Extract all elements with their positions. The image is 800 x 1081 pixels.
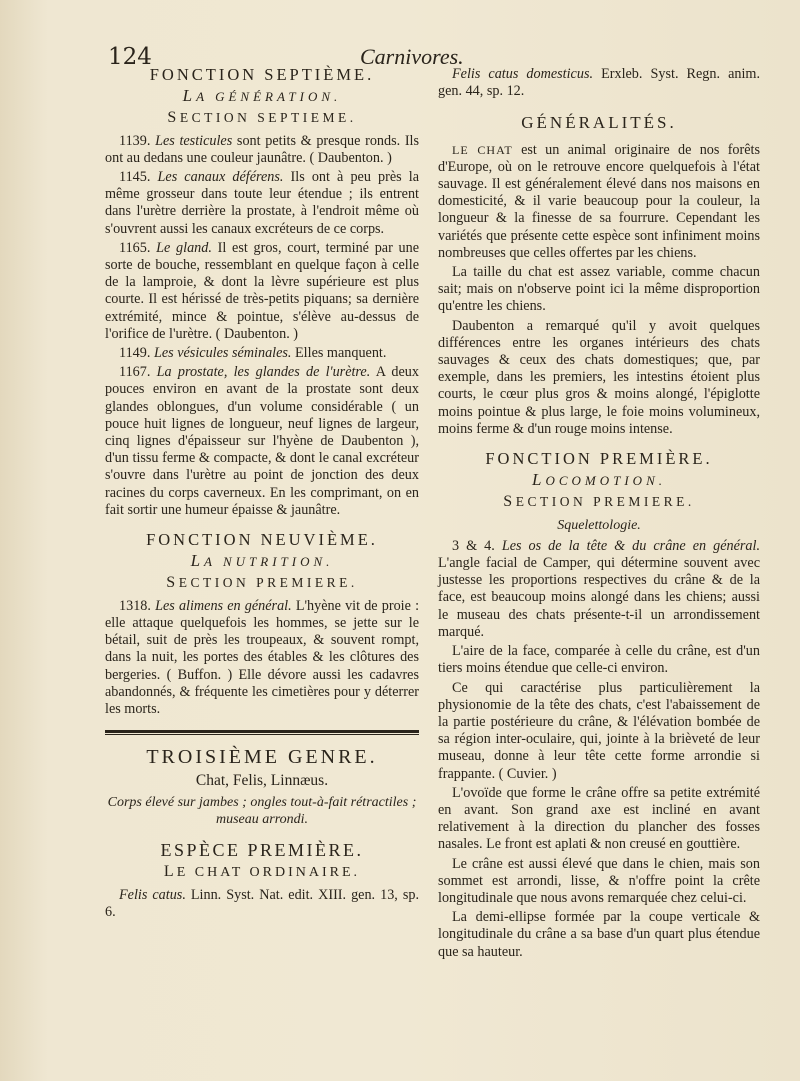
heading-nutrition: LA NUTRITION. bbox=[190, 551, 334, 571]
paragraph-aire-face: L'aire de la face, comparée à celle du crâne, est d'un tiers moins étendue que celle-ci environ. bbox=[438, 643, 760, 677]
heading-squelettologie: Squelettologie. bbox=[557, 517, 641, 533]
heading-chat-ordinaire: LE CHAT ORDINAIRE. bbox=[163, 862, 361, 880]
paragraph-3-4: 3 & 4. Les os de la tête & du crâne en général. L'angle facial de Camper, qui détermine souvent avec justesse les proportions respectives du crâne & de la face, est beaucoup moins alongé dans les chiens; aussi le museau des chats présente-t-il un arrondissement marqué. bbox=[438, 537, 760, 640]
heading-espece-premiere: ESPÈCE PREMIÈRE. bbox=[160, 839, 364, 860]
paragraph-generalites-1: LE CHAT est un animal originaire de nos forêts d'Europe, où on le retrouve encore quelquefois à l'état sauvage. Il est généralement élevé dans nos maisons en domesticité, & il varie beaucoup pour la couleur, la longueur & la finesse de sa fourrure. Cependant les variétés que présente cette espèce sont infiniment moins nombreuses que celles offertes par les chiens. bbox=[438, 141, 761, 261]
heading-troisieme-genre: TROISIÈME GENRE. bbox=[146, 746, 378, 769]
paragraph-demi-ellipse: La demi-ellipse formée par la coupe verticale & longitudinale du crâne a sa base d'un quart plus étendue que sa hauteur. bbox=[438, 909, 760, 960]
right-column bbox=[438, 66, 760, 963]
divider-thin bbox=[105, 734, 419, 735]
heading-fonction-1: FONCTION PREMIÈRE. bbox=[485, 449, 713, 469]
paragraph-ovoide: L'ovoïde que forme le crâne offre sa petite extrémité en avant. Son grand axe est incliné en avant relativement à la direction du plancher des fosses nasales. Le front est aplati & non creusé en gouttière. bbox=[438, 784, 760, 853]
heading-section-1: SECTION PREMIERE. bbox=[166, 574, 358, 592]
reference-linnaeus: Felis catus. Linn. Syst. Nat. edit. XIII. gen. 13, sp. 6. bbox=[105, 886, 419, 921]
divider-thick bbox=[105, 730, 419, 733]
genus-description: Corps élevé sur jambes ; ongles tout-à-fait rétractiles ; museau arrondi. bbox=[107, 794, 417, 827]
heading-section-premiere: SECTION PREMIERE. bbox=[503, 493, 695, 511]
paragraph-1149: 1149. Les vésicules séminales. Elles manquent. bbox=[119, 345, 387, 362]
paragraph-generalites-3: Daubenton a remarqué qu'il y avoit quelques différences entre les organes intérieurs des chats sauvages & ceux des chats domestiques; que, par exemple, dans les premiers, les intestins étoient plus courts, le cœur plus gros & moins alongé, l'épiglotte moins pointue & plus large, le foie moins volumineux, moins ferme & d'un rouge moins intense. bbox=[438, 317, 760, 437]
paragraph-generalites-2: La taille du chat est assez variable, comme chacun sait; mais on n'observe point ici la même disproportion qu'entre les chiens. bbox=[438, 264, 760, 315]
paragraph-1145: 1145. Les canaux déférens. Ils ont à peu près la même grosseur dans toute leur étendue ; ils entrent dans l'urètre derrière la prostate, à l'endroit même où s'ouvrent aussi les canaux excréteurs de ce corps. bbox=[105, 169, 419, 237]
paragraph-1139: 1139. Les testicules sont petits & presque ronds. Ils ont au dedans une couleur jaunâtre. ( Daubenton. ) bbox=[105, 132, 420, 166]
left-column bbox=[105, 66, 419, 923]
running-head: Carnivores. bbox=[360, 44, 464, 69]
paragraph-crane: Le crâne est aussi élevé que dans le chien, mais son sommet est arrondi, lisse, & n'offre point la crête longitudinale que nous avons remarquée chez celui-ci. bbox=[438, 855, 760, 906]
heading-section-7: SECTION SEPTIEME. bbox=[167, 109, 357, 127]
heading-generalites: GÉNÉRALITÉS. bbox=[521, 113, 677, 133]
reference-erxleben: Felis catus domesticus. Erxleb. Syst. Regn. anim. gen. 44, sp. 12. bbox=[438, 66, 760, 100]
paragraph-1167: 1167. La prostate, les glandes de l'urètre. A deux pouces environ en avant de la prostate sont deux glandes oblongues, d'un volume considérable ( un pouce huit lignes de longueur, neuf lignes de largeur, cinq lignes d'épaisseur sur l'hyène de Daubenton ), d'un tissu ferme & compacte, & dont le canal excréteur s'ouvre dans l'urètre au point de jonction des deux racines du corps caverneux. En les comprimant, on en fait sortir une humeur épaisse & jaunâtre. bbox=[105, 364, 419, 518]
paragraph-1318: 1318. Les alimens en général. L'hyène vit de proie : elle attaque quelquefois les hommes, se jette sur le bétail, suit de près les troupeaux, & souvent rompt, dans la nuit, les portes des étables & les clôtures des bergeries. ( Buffon. ) Elle dévore aussi les cadavres abandonnés, & fréquente les cimetières pour y déterrer les morts. bbox=[105, 597, 420, 717]
paragraph-caracterise: Ce qui caractérise plus particulièrement la physionomie de la tête des chats, c'est l'abaissement de la partie postérieure du crâne, & l'élévation bombée de sa région inter-oculaire, qui, jointe à la brièveté de leur museau, donne à leur tête cette forme arrondie si frappante. ( Cuvier. ) bbox=[438, 679, 760, 782]
heading-chat-felis: Chat, Felis, Linnæus. bbox=[195, 772, 329, 790]
heading-fonction-9: FONCTION NEUVIÈME. bbox=[146, 530, 378, 550]
heading-locomotion: LOCOMOTION. bbox=[531, 470, 666, 490]
paragraph-1165: 1165. Le gland. Il est gros, court, terminé par une sorte de bouche, ressemblant en quelque façon à celle de la lamproie, & dont la lèvre supérieure est plus courte. Il est hérissé de très-petits piquans; sa dernière extrémité, mince & pointue, s'élève au-dessus de l'orifice de l'urètre. ( Daubenton. ) bbox=[105, 239, 420, 342]
heading-generation: LA GÉNÉRATION. bbox=[182, 86, 342, 106]
heading-fonction-7: FONCTION SEPTIÈME. bbox=[149, 65, 375, 84]
page-number: 124 bbox=[108, 44, 152, 70]
